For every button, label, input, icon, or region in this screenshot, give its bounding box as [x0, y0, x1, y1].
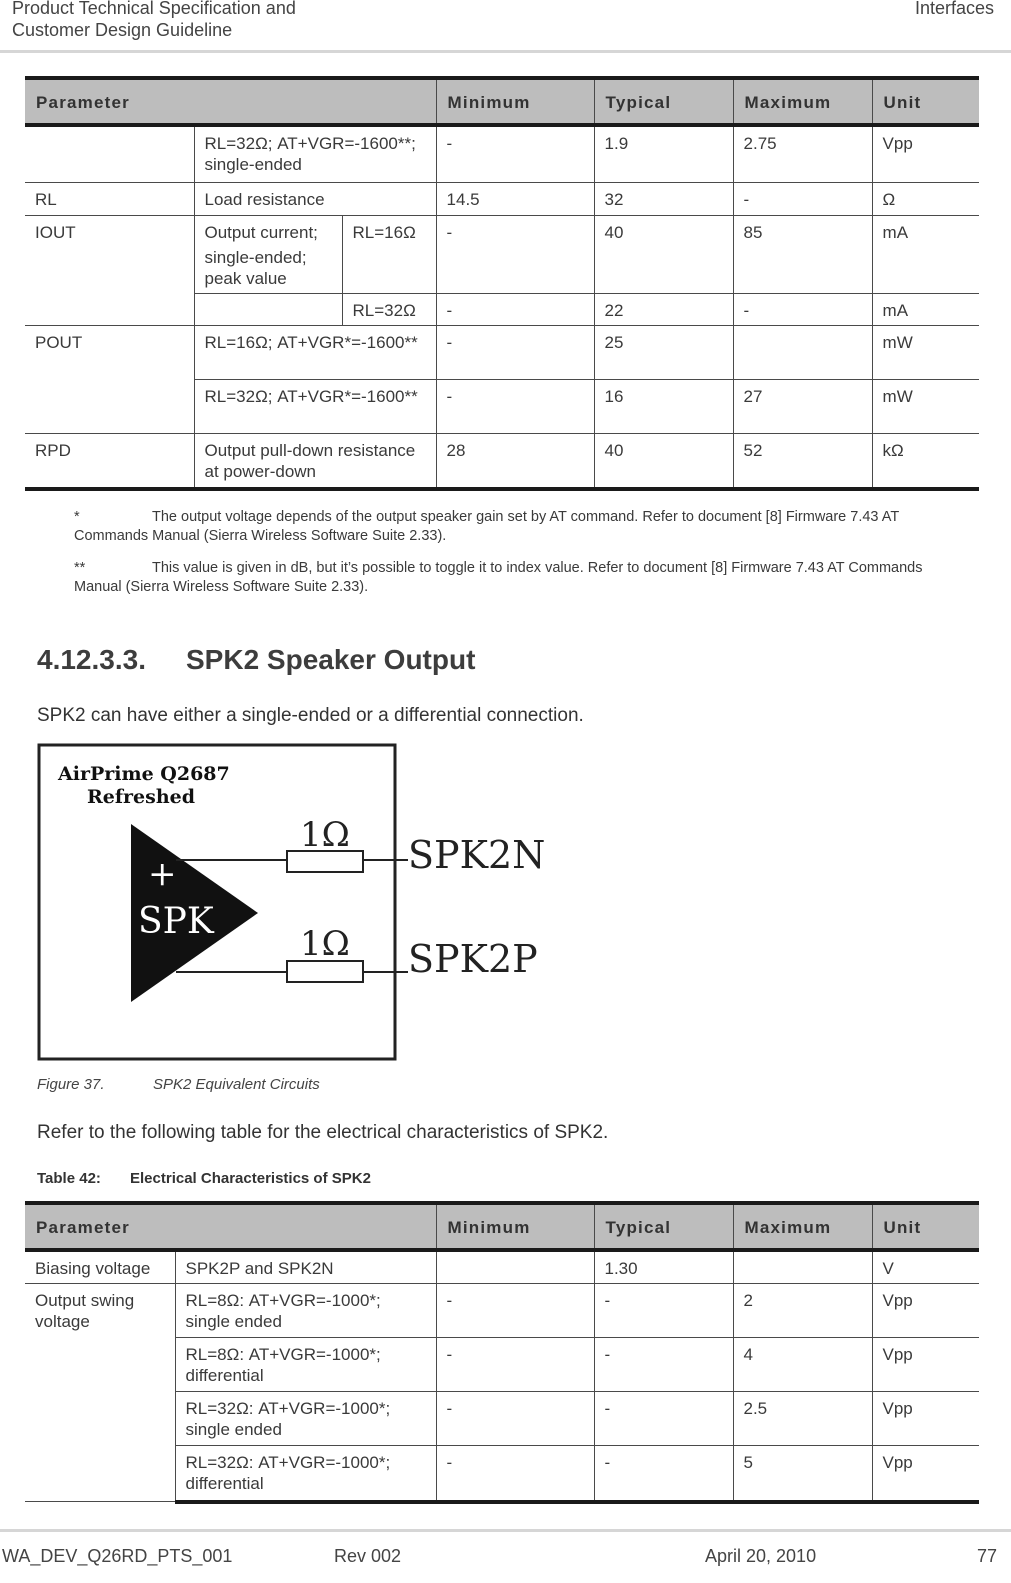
min-cell: 14.5 [436, 182, 594, 215]
max-cell: 85 [733, 215, 872, 293]
typ-cell: - [594, 1392, 733, 1446]
section-heading [37, 644, 475, 676]
min-cell: - [436, 125, 594, 182]
header-typical: Typical [594, 78, 733, 125]
condition-cell: RL=8Ω: AT+VGR=-1000*; differential [175, 1338, 436, 1392]
table-header-row [25, 1203, 979, 1250]
max-cell [733, 325, 872, 379]
table-row [25, 215, 979, 293]
section-title: SPK2 Speaker Output [186, 644, 476, 675]
footer-doc-id: WA_DEV_Q26RD_PTS_001 [2, 1546, 233, 1566]
param-cell: RPD [25, 433, 194, 489]
pin-spk2p: SPK2P [408, 937, 538, 981]
condition-cell: Output pull-down resistance at power-down [194, 433, 436, 489]
table-title: Electrical Characteristics of SPK2 [130, 1170, 371, 1187]
table-spk1-characteristics [25, 76, 979, 491]
max-cell: 5 [733, 1446, 872, 1502]
min-cell: - [436, 215, 594, 293]
resistor-bottom-value: 1Ω [300, 924, 350, 964]
min-cell: - [436, 1338, 594, 1392]
header-maximum: Maximum [733, 1203, 872, 1250]
condition-cell: RL=32Ω: AT+VGR=-1000*; single ended [175, 1392, 436, 1446]
unit-cell: Vpp [872, 125, 979, 182]
doc-title-line2: Customer Design Guideline [12, 20, 233, 40]
condition-cell: RL=16Ω; AT+VGR*=-1600** [194, 325, 436, 379]
typ-cell: - [594, 1446, 733, 1502]
table-row [25, 433, 979, 489]
unit-cell: Vpp [872, 1284, 979, 1338]
max-cell: 52 [733, 433, 872, 489]
footnote-mark: * [74, 509, 80, 525]
unit-cell: V [872, 1250, 979, 1284]
typ-cell: 16 [594, 379, 733, 433]
min-cell: - [436, 1446, 594, 1502]
param-cell: RL [25, 182, 194, 215]
max-cell: - [733, 293, 872, 325]
unit-cell: Ω [872, 182, 979, 215]
typ-cell: - [594, 1338, 733, 1392]
unit-cell: Vpp [872, 1338, 979, 1392]
table-caption [37, 1170, 371, 1187]
max-cell: 4 [733, 1338, 872, 1392]
footer-date: April 20, 2010 [705, 1546, 817, 1566]
header-parameter: Parameter [25, 78, 436, 125]
footnote-1 [74, 508, 954, 546]
table-spk2-characteristics [25, 1201, 979, 1504]
min-cell: 28 [436, 433, 594, 489]
condition-cell [194, 215, 342, 293]
figure-caption [37, 1076, 320, 1093]
unit-cell: mW [872, 325, 979, 379]
table-row [25, 325, 979, 379]
unit-cell: mA [872, 293, 979, 325]
typ-cell: - [594, 1284, 733, 1338]
condition-cell: SPK2P and SPK2N [175, 1250, 436, 1284]
header-maximum: Maximum [733, 78, 872, 125]
typ-cell: 32 [594, 182, 733, 215]
table-row [25, 1250, 979, 1284]
typ-cell: 22 [594, 293, 733, 325]
sub-condition-cell: RL=32Ω [342, 293, 436, 325]
footer-page-number: 77 [976, 1546, 997, 1566]
header-minimum: Minimum [436, 78, 594, 125]
param-cell: Output swing voltage [25, 1284, 175, 1502]
max-cell: 2 [733, 1284, 872, 1338]
resistor-bottom [287, 961, 363, 982]
max-cell: - [733, 182, 872, 215]
typ-cell: 40 [594, 433, 733, 489]
unit-cell: kΩ [872, 433, 979, 489]
min-cell: - [436, 1284, 594, 1338]
max-cell: 2.5 [733, 1392, 872, 1446]
max-cell: 2.75 [733, 125, 872, 182]
sub-condition-cell: RL=16Ω [342, 215, 436, 293]
amplifier-plus: + [148, 854, 177, 894]
footnote-text: This value is given in dB, but it’s possible to toggle it to index value. Refer to document [8] Firmware 7.43 AT Commands Manual (Sierra Wireless Software Suite 2.33). [74, 560, 923, 595]
table-row [25, 125, 979, 182]
unit-cell: Vpp [872, 1392, 979, 1446]
header-unit: Unit [872, 78, 979, 125]
table-row [25, 182, 979, 215]
resistor-top-value: 1Ω [300, 815, 350, 855]
amplifier-label: SPK [138, 901, 214, 942]
condition-line2: single-ended; peak value [204, 247, 307, 288]
pin-spk2n: SPK2N [408, 833, 546, 877]
header-minimum: Minimum [436, 1203, 594, 1250]
condition-cell: RL=32Ω: AT+VGR=-1000*; differential [175, 1446, 436, 1502]
typ-cell: 25 [594, 325, 733, 379]
spk2-circuit-diagram [36, 742, 566, 1064]
header-typical: Typical [594, 1203, 733, 1250]
condition-cell: RL=32Ω; AT+VGR=-1600**; single-ended [194, 125, 436, 182]
min-cell: - [436, 325, 594, 379]
refer-paragraph: Refer to the following table for the electrical characteristics of SPK2. [37, 1122, 609, 1143]
min-cell: - [436, 379, 594, 433]
condition-cell: Load resistance [194, 182, 436, 215]
param-cell: POUT [25, 325, 194, 433]
param-cell: IOUT [25, 215, 194, 325]
typ-cell: 40 [594, 215, 733, 293]
section-number: 4.12.3.3. [37, 644, 146, 675]
footnote-2 [74, 559, 954, 597]
condition-cell [194, 293, 342, 325]
header-divider [0, 50, 1011, 53]
min-cell: - [436, 293, 594, 325]
doc-title-line1: Product Technical Specification and [12, 0, 296, 18]
max-cell [733, 1250, 872, 1284]
figure-number: Figure 37. [37, 1076, 105, 1093]
typ-cell: 1.9 [594, 125, 733, 182]
doc-title [12, 0, 296, 41]
device-name-line1: AirPrime Q2687 [58, 763, 230, 785]
header-parameter: Parameter [25, 1203, 436, 1250]
table-row [25, 1284, 979, 1338]
device-name-line2: Refreshed [87, 786, 196, 808]
min-cell [436, 1250, 594, 1284]
condition-cell: RL=8Ω: AT+VGR=-1000*; single ended [175, 1284, 436, 1338]
param-cell [25, 125, 194, 182]
header-unit: Unit [872, 1203, 979, 1250]
typ-cell: 1.30 [594, 1250, 733, 1284]
param-cell: Biasing voltage [25, 1250, 175, 1284]
intro-paragraph: SPK2 can have either a single-ended or a differential connection. [37, 705, 584, 726]
unit-cell: Vpp [872, 1446, 979, 1502]
condition-line1: Output current; [204, 222, 318, 242]
table-number: Table 42: [37, 1170, 101, 1187]
table-header-row [25, 78, 979, 125]
unit-cell: mW [872, 379, 979, 433]
unit-cell: mA [872, 215, 979, 293]
min-cell: - [436, 1392, 594, 1446]
footnote-mark: ** [74, 560, 86, 576]
figure-title: SPK2 Equivalent Circuits [153, 1076, 320, 1093]
footer-revision: Rev 002 [334, 1546, 402, 1566]
condition-cell: RL=32Ω; AT+VGR*=-1600** [194, 379, 436, 433]
section-header: Interfaces [914, 0, 994, 18]
footer-divider [0, 1529, 1011, 1532]
max-cell: 27 [733, 379, 872, 433]
footnote-text: The output voltage depends of the output speaker gain set by AT command. Refer to document [8] Firmware 7.43 AT Commands Manual (Sierra Wireless Software Suite 2.33). [74, 509, 899, 544]
